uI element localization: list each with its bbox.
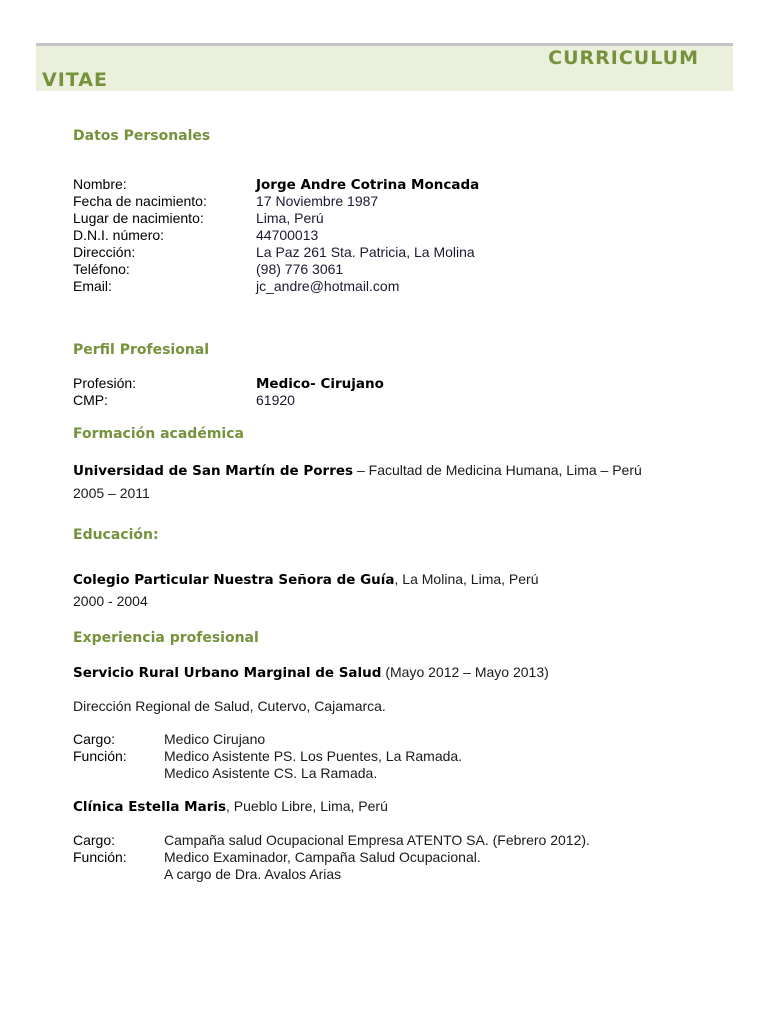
personal-row-email — [73, 278, 479, 295]
job1-details — [73, 731, 462, 782]
job1-period: (Mayo 2012 – Mayo 2013) — [381, 664, 549, 680]
field-label: Lugar de nacimiento: — [73, 210, 204, 226]
field-value-phone: (98) 776 3061 — [256, 261, 344, 277]
personal-row-name — [73, 176, 479, 193]
job1-org: Dirección Regional de Salud, Cutervo, Cajamarca. — [73, 698, 386, 714]
section-heading-education: Educación: — [73, 527, 159, 543]
profile-row-profession — [73, 375, 384, 392]
personal-row-birthplace — [73, 210, 479, 227]
profile-data-list — [73, 375, 384, 409]
academic-detail: – Facultad de Medicina Humana, Lima – Perú — [353, 462, 642, 478]
academic-entry — [73, 462, 642, 479]
field-label: Dirección: — [73, 244, 136, 260]
education-detail: , La Molina, Lima, Perú — [394, 571, 539, 587]
section-heading-profile: Perfil Profesional — [73, 342, 210, 358]
field-value-dni: 44700013 — [256, 227, 319, 243]
job2-row-funcion — [73, 849, 590, 866]
field-label: Profesión: — [73, 375, 137, 391]
job1-row-cargo — [73, 731, 462, 748]
job2-details — [73, 832, 590, 883]
document-title-line2: VITAE — [42, 69, 108, 91]
section-heading-experience: Experiencia profesional — [73, 630, 259, 646]
job1-row-funcion — [73, 748, 462, 765]
field-label: Cargo: — [73, 731, 116, 747]
job2-row-cargo — [73, 832, 590, 849]
field-value-email: jc_andre@hotmail.com — [256, 278, 400, 294]
personal-row-phone — [73, 261, 479, 278]
field-label: Cargo: — [73, 832, 116, 848]
section-heading-personal: Datos Personales — [73, 128, 211, 144]
profile-row-cmp — [73, 392, 384, 409]
title-banner — [36, 43, 733, 91]
education-entry — [73, 571, 539, 588]
field-label: Función: — [73, 748, 127, 764]
field-value: Medico Cirujano — [164, 731, 266, 747]
document-title-line1: CURRICULUM — [548, 47, 699, 69]
field-label: Fecha de nacimiento: — [73, 193, 207, 209]
education-institution: Colegio Particular Nuestra Señora de Guía — [73, 572, 395, 588]
field-label: Teléfono: — [73, 261, 130, 277]
education-years: 2000 - 2004 — [73, 593, 148, 609]
job2-title — [73, 798, 388, 815]
field-label: Email: — [73, 278, 112, 294]
field-value-profession: Medico- Cirujano — [256, 376, 384, 392]
job1-title — [73, 664, 549, 681]
field-label: Nombre: — [73, 176, 127, 192]
field-value: Campaña salud Ocupacional Empresa ATENTO SA. (Febrero 2012). — [164, 832, 590, 848]
job1-name: Servicio Rural Urbano Marginal de Salud — [73, 665, 382, 681]
academic-institution: Universidad de San Martín de Porres — [73, 463, 354, 479]
field-value-address: La Paz 261 Sta. Patricia, La Molina — [256, 244, 475, 260]
job2-name: Clínica Estella Maris — [73, 799, 227, 815]
field-value-birthplace: Lima, Perú — [256, 210, 324, 226]
job2-location: , Pueblo Libre, Lima, Perú — [226, 798, 388, 814]
personal-row-birthdate — [73, 193, 479, 210]
field-label: CMP: — [73, 392, 108, 408]
field-label: D.N.I. número: — [73, 227, 165, 243]
field-value: Medico Asistente CS. La Ramada. — [164, 765, 378, 781]
field-label: Función: — [73, 849, 127, 865]
personal-row-dni — [73, 227, 479, 244]
job2-row-funcion-cont — [73, 866, 590, 883]
academic-years: 2005 – 2011 — [73, 485, 150, 501]
section-heading-academic: Formación académica — [73, 426, 244, 442]
field-value-birthdate: 17 Noviembre 1987 — [256, 193, 379, 209]
field-value-name: Jorge Andre Cotrina Moncada — [256, 177, 480, 193]
field-value-cmp: 61920 — [256, 392, 295, 408]
personal-data-list — [73, 176, 479, 295]
job1-row-funcion-cont — [73, 765, 462, 782]
field-value: A cargo de Dra. Avalos Arias — [164, 866, 342, 882]
personal-row-address — [73, 244, 479, 261]
field-value: Medico Examinador, Campaña Salud Ocupacional. — [164, 849, 481, 865]
field-value: Medico Asistente PS. Los Puentes, La Ramada. — [164, 748, 463, 764]
